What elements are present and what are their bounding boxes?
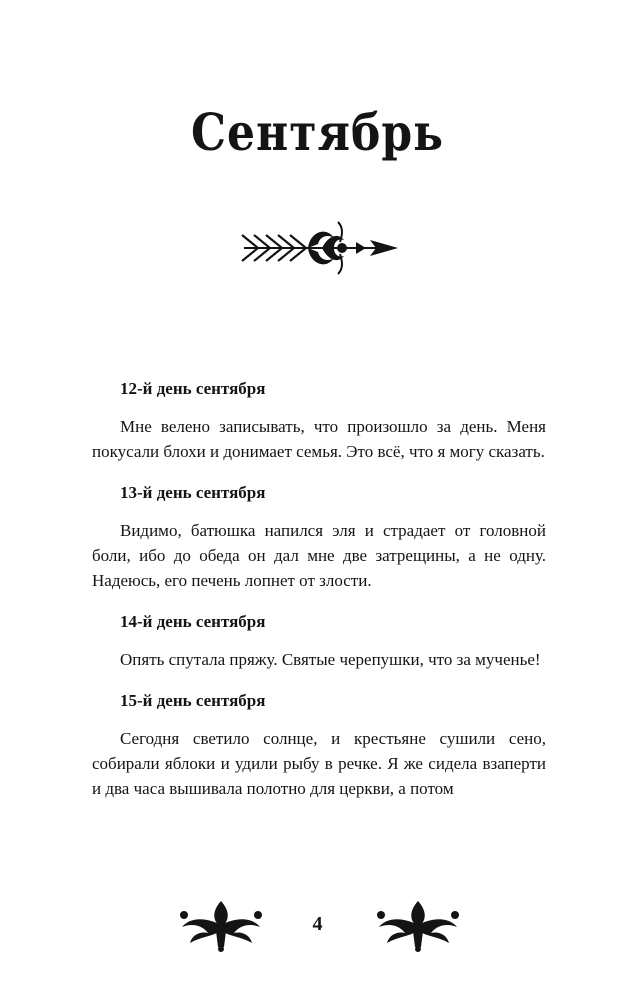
entry-text: Опять спутала пряжу. Святые черепушки, что за мученье!: [120, 650, 541, 669]
entry-heading: 15-й день сентября: [120, 691, 266, 710]
entry-heading: 14-й день сентября: [120, 612, 266, 631]
page-footer: [0, 895, 635, 955]
entry-heading: 13-й день сентября: [120, 483, 266, 502]
page-number: 4: [312, 913, 323, 935]
entry-heading: 12-й день сентября: [120, 379, 266, 398]
entry-text: Мне велено записывать, что произошло за день. Меня покусали блохи и донимает семья. Это всё, что я могу сказать.: [92, 417, 546, 461]
arrow-ornament-icon: [238, 218, 400, 278]
diary-entries: [92, 378, 546, 819]
fleuron-icon: [373, 895, 463, 953]
entry-text: Сегодня светило солнце, и крестьяне сушили сено, собирали яблоки и удили рыбу в речке. Я же сидела взаперти и два часа вышивала полотно для церкви, а потом: [92, 729, 546, 798]
chapter-title: Сентябрь: [191, 104, 444, 163]
entry-text: Видимо, батюшка напился эля и страдает от головной боли, ибо до обеда он дал мне две затрещины, а не одну. Надеюсь, его печень лопнет от злости.: [92, 521, 546, 590]
